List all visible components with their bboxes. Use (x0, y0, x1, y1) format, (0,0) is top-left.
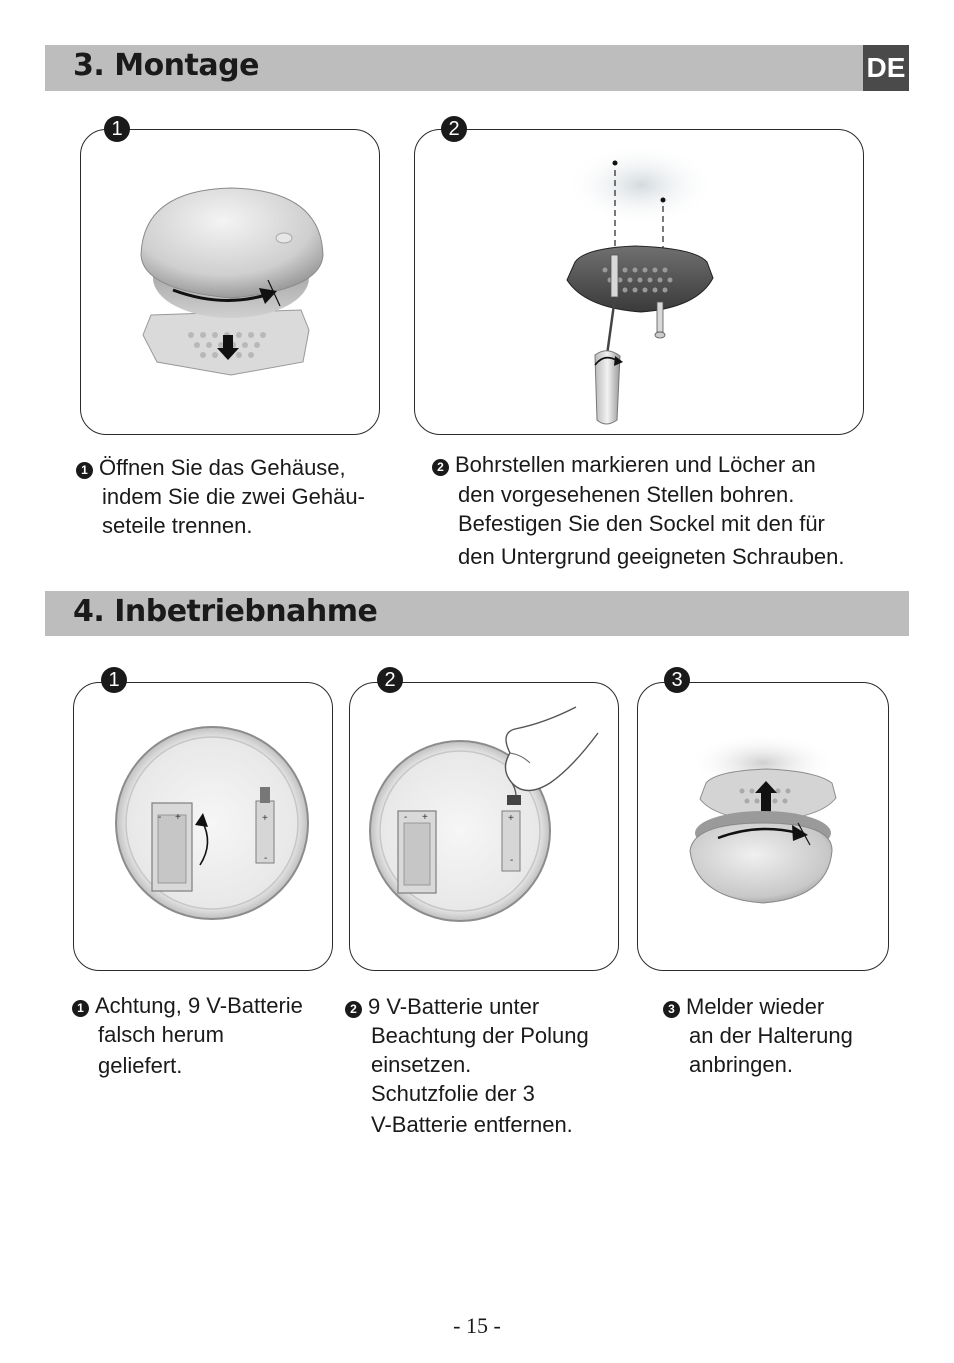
caption-4-3: 3 Melder wieder an der Halterung anbringen. (663, 992, 853, 1079)
illustration-open-housing (80, 129, 380, 435)
step-number-4-2: 2 (377, 667, 403, 693)
illustration-reattach-detector (637, 682, 889, 971)
caption-4-2: 2 9 V-Batterie unter Beachtung der Polung einsetzen. Schutzfolie der 3 V-Batterie entfernen. (345, 992, 589, 1139)
caption-3-1: 1 Öffnen Sie das Gehäuse, indem Sie die zwei Gehäu- seteile trennen. (76, 453, 365, 540)
page-number: - 15 - (453, 1313, 501, 1338)
step-number-4-1: 1 (101, 667, 127, 693)
battery-reversed-drawing (74, 683, 332, 970)
section-title-montage: 3. Montage (73, 48, 259, 83)
step-number-3-1: 1 (104, 116, 130, 142)
section-header-inbetriebnahme (45, 591, 909, 636)
bullet-3-1: 1 (76, 462, 93, 479)
bullet-4-2: 2 (345, 1001, 362, 1018)
mark-plus-4: + (508, 813, 514, 824)
mark-plus-1: + (175, 812, 181, 823)
illustration-battery-reversed (73, 682, 333, 971)
insert-battery-drawing (350, 683, 618, 970)
bullet-4-1: 1 (72, 1000, 89, 1017)
illustration-mount-base (414, 129, 864, 435)
mark-minus-3: - (404, 812, 408, 823)
mark-minus-2: - (264, 853, 268, 864)
illustration-insert-battery (349, 682, 619, 971)
open-housing-drawing (81, 130, 379, 434)
section-header-montage (45, 45, 863, 91)
section-title-inbetriebnahme: 4. Inbetriebnahme (73, 594, 378, 629)
mark-minus-1: - (158, 812, 162, 823)
step-number-3-2: 2 (441, 116, 467, 142)
bullet-3-2: 2 (432, 459, 449, 476)
caption-4-1: 1 Achtung, 9 V-Batterie falsch herum geliefert. (72, 991, 303, 1080)
caption-3-2: 2 Bohrstellen markieren und Löcher an den vorgesehenen Stellen bohren. Befestigen Sie den Sockel mit den für den Untergrund geeigneten Schrauben. (432, 450, 845, 571)
language-badge: DE (863, 45, 909, 91)
step-number-4-3: 3 (664, 667, 690, 693)
mount-base-drawing (415, 130, 863, 434)
mark-plus-3: + (422, 812, 428, 823)
reattach-detector-drawing (638, 683, 888, 970)
mark-plus-2: + (262, 813, 268, 824)
mark-minus-4: - (510, 855, 514, 866)
bullet-4-3: 3 (663, 1001, 680, 1018)
